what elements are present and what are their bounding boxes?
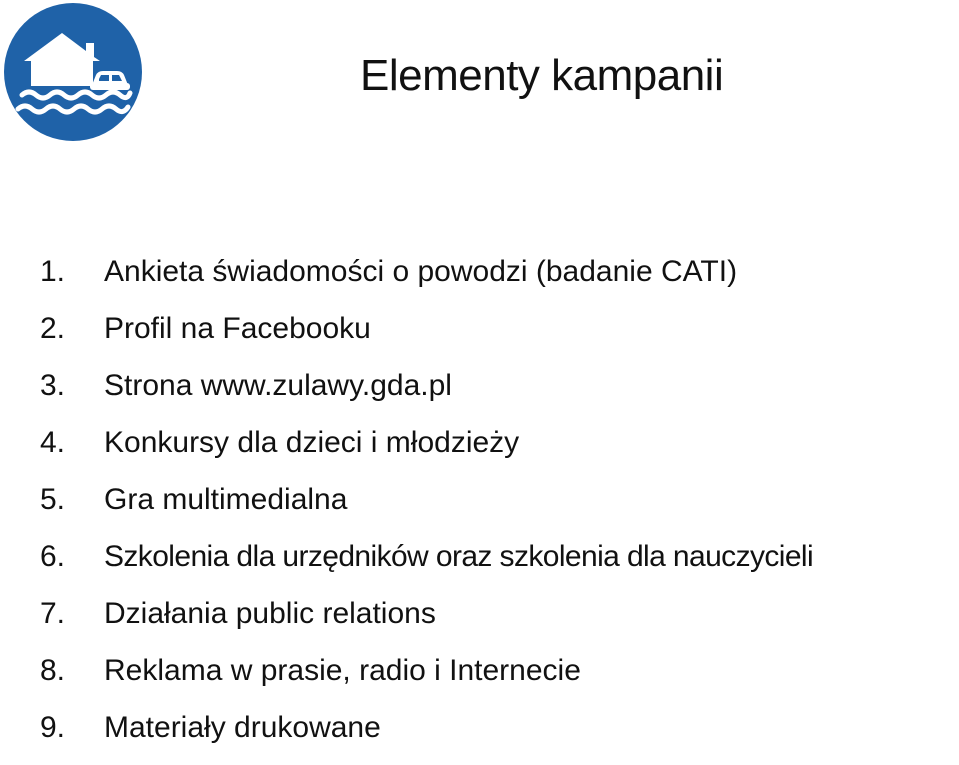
item-number: 3. bbox=[40, 369, 66, 402]
list-item bbox=[40, 480, 813, 537]
flood-house-car-icon bbox=[4, 3, 142, 141]
item-text: Strona www.zulawy.gda.pl bbox=[104, 369, 452, 402]
list-item bbox=[40, 708, 813, 765]
item-text: Profil na Facebooku bbox=[104, 312, 371, 345]
item-number: 5. bbox=[40, 483, 66, 516]
item-number: 4. bbox=[40, 426, 66, 459]
item-number: 1. bbox=[40, 255, 66, 288]
item-text: Szkolenia dla urzędników oraz szkolenia dla nauczycieli bbox=[104, 540, 814, 573]
campaign-elements-list bbox=[40, 252, 813, 765]
item-text: Gra multimedialna bbox=[104, 483, 348, 516]
list-item bbox=[40, 423, 813, 480]
page-title: Elementy kampanii bbox=[360, 51, 724, 100]
item-text: Konkursy dla dzieci i młodzieży bbox=[104, 426, 520, 459]
item-text: Ankieta świadomości o powodzi (badanie CATI) bbox=[104, 255, 738, 288]
item-number: 9. bbox=[40, 711, 66, 744]
item-number: 8. bbox=[40, 654, 66, 687]
list-item bbox=[40, 651, 813, 708]
list-item bbox=[40, 594, 813, 651]
list-item bbox=[40, 252, 813, 309]
item-text: Działania public relations bbox=[104, 597, 436, 630]
item-text: Materiały drukowane bbox=[104, 711, 381, 744]
list-item bbox=[40, 366, 813, 423]
list-item bbox=[40, 537, 813, 594]
item-text: Reklama w prasie, radio i Internecie bbox=[104, 654, 581, 687]
item-number: 6. bbox=[40, 540, 66, 573]
list-item bbox=[40, 309, 813, 366]
item-number: 7. bbox=[40, 597, 66, 630]
item-number: 2. bbox=[40, 312, 66, 345]
